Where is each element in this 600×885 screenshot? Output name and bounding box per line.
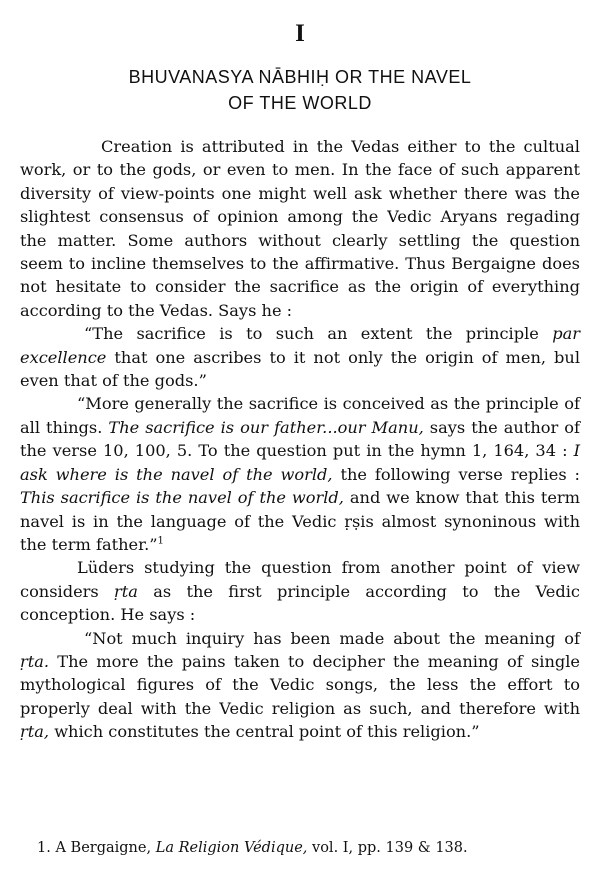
footnote — [37, 838, 577, 858]
quote-2-part-g: and we know that this term navel is in the language of the Vedic ṛṣis almost synoninous with the term father.” — [20, 488, 580, 554]
quote-2-part-a: “More generally the sacrifice is conceived as the principle of all things. — [20, 394, 580, 437]
paragraph-1: Creation is attributed in the Vedas either to the cultual work, or to the gods, or even to men. In the face of such apparent diversity of view-points one might well ask whether there was the slightest consensus of opinion among the Vedic Aryans regading the matter. Some authors without clearly settling the question seem to incline themselves to the affirmative. Thus Bergaigne does not hesitate to consider the sacrifice as the origin of everything according to the Vedas. Says he : — [20, 137, 580, 320]
footnote-mark: 1 — [157, 535, 164, 547]
quote-2-italic-1: The sacrifice is our father...our Manu, — [108, 417, 424, 437]
footnote-rest: vol. I, pp. 139 & 138. — [307, 840, 468, 856]
paragraph-2 — [20, 556, 580, 626]
quote-1-italic: par excellence — [20, 324, 580, 367]
chapter-title — [60, 64, 540, 116]
quote-3-part-c: The more the pains taken to decipher the meaning of single mythological figures of the Vedic songs, the less the effort to properly deal with the Vedic religion as such, and therefore with — [20, 651, 580, 718]
quote-1-part-c: that one ascribes to it not only the origin of men, bul even that of the gods.” — [20, 347, 580, 391]
quote-3-italic-1: ṛta. — [20, 651, 50, 671]
paragraph-2-italic: ṛta — [114, 581, 138, 601]
quote-3-part-a: “Not much inquiry has been made about the meaning of — [84, 628, 580, 648]
footnote-work: La Religion Védique, — [155, 840, 308, 856]
quote-2-part-e: the following verse replies : — [332, 464, 580, 484]
quote-2-part-c: says the author of the verse 10, 100, 5. To the question put in the hymn 1, 164, 34 : — [20, 417, 580, 461]
quote-1 — [20, 322, 580, 392]
paragraph-2-part-c: as the first principle according to the Vedic conception. He says : — [20, 581, 580, 625]
quote-2 — [20, 392, 580, 556]
footnote-author: A Bergaigne, — [55, 840, 156, 856]
body-text — [20, 135, 580, 744]
chapter-number: I — [295, 20, 305, 47]
chapter-title-line-2: OF THE WORLD — [228, 93, 372, 113]
paragraph-2-part-a: Lüders studying the question from another point of view considers — [20, 558, 580, 601]
quote-1-part-a: “The sacrifice is to such an extent the principle — [84, 324, 553, 344]
quote-3-part-e: which constitutes the central point of this religion.” — [49, 722, 480, 742]
quote-3 — [20, 627, 580, 744]
quote-2-italic-2: I ask where is the navel of the world, — [20, 441, 580, 484]
quote-3-italic-2: ṛta, — [20, 722, 50, 742]
footnote-number: 1. — [37, 840, 51, 856]
quote-2-italic-3: This sacrifice is the navel of the world, — [20, 488, 344, 508]
chapter-title-line-1: BHUVANASYA NĀBHIḤ OR THE NAVEL — [128, 67, 472, 87]
